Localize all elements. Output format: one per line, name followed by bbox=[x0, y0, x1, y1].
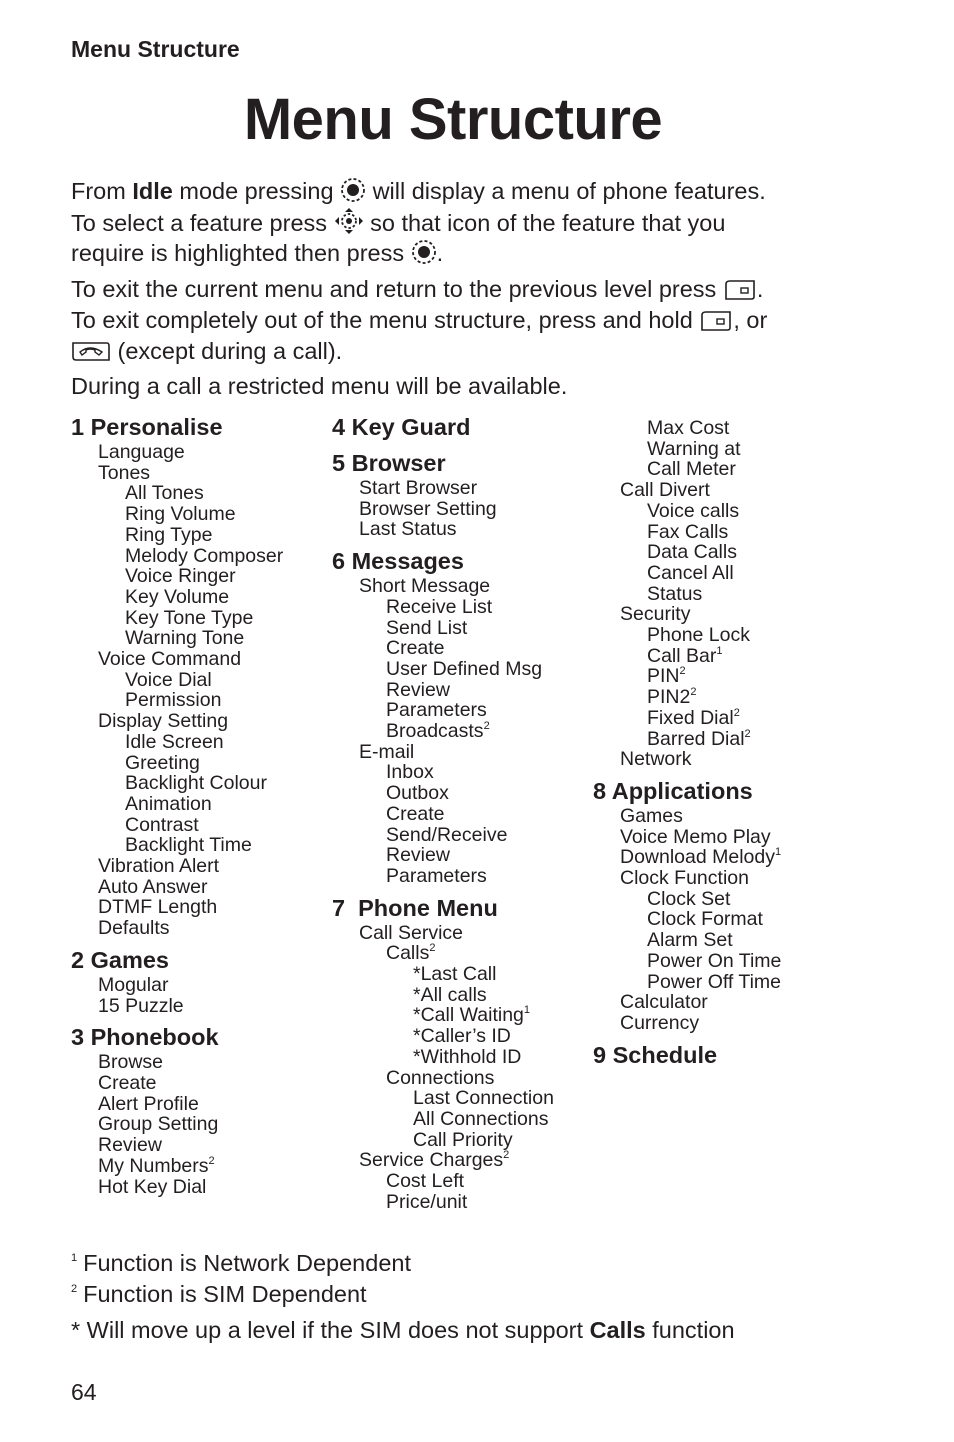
menu-item: Vibration Alert bbox=[98, 855, 220, 878]
menu-item: Defaults bbox=[98, 917, 170, 940]
menu-item: Voice Dial bbox=[125, 668, 212, 691]
intro-line-7: During a call a restricted menu will be available. bbox=[71, 373, 568, 399]
section-title-key-guard: 4 Key Guard bbox=[332, 414, 471, 440]
footnote-text: * Will move up a level if the SIM does not support bbox=[71, 1317, 590, 1343]
back-soft-key-icon bbox=[699, 309, 733, 340]
menu-item bbox=[593, 729, 781, 750]
section-title-games: 2 Games bbox=[71, 946, 169, 973]
menu-item: 15 Puzzle bbox=[98, 994, 184, 1017]
menu-item: Greeting bbox=[125, 751, 200, 774]
calls-keyword: Calls bbox=[589, 1317, 646, 1343]
menu-item: Review bbox=[98, 1134, 162, 1157]
intro-text: (except during a call). bbox=[111, 338, 343, 364]
footnote-ref: 2 bbox=[503, 1149, 510, 1162]
menu-item-label: PIN2 bbox=[647, 686, 691, 709]
menu-item: Outbox bbox=[386, 782, 449, 805]
menu-item: Animation bbox=[125, 792, 212, 815]
menu-item-label: Call Bar bbox=[647, 644, 717, 667]
page-number: 64 bbox=[71, 1379, 97, 1405]
menu-column-1 bbox=[71, 412, 283, 1197]
menu-item: Voice Ringer bbox=[125, 565, 236, 588]
menu-item-label: Service Charges bbox=[359, 1149, 504, 1172]
intro-line-3 bbox=[71, 238, 443, 273]
intro-text: require is highlighted then press bbox=[71, 240, 411, 266]
menu-item: Create bbox=[98, 1071, 157, 1094]
intro-text: will display a menu of phone features. bbox=[366, 178, 766, 204]
menu-item: Games bbox=[620, 804, 683, 827]
footnote-ref: 1 bbox=[523, 1004, 531, 1017]
section-title-messages: 6 Messages bbox=[332, 548, 464, 575]
menu-item-label: Barred Dial bbox=[647, 727, 745, 750]
menu-item bbox=[593, 666, 781, 687]
menu-item-label: Download Melody bbox=[620, 846, 776, 869]
menu-item: Cost Left bbox=[386, 1170, 465, 1193]
intro-text: , or bbox=[733, 307, 768, 333]
menu-item: Auto Answer bbox=[98, 875, 208, 898]
menu-item: Review bbox=[386, 844, 450, 867]
footnote-asterisk bbox=[71, 1317, 735, 1344]
menu-item-label: *Call Waiting bbox=[413, 1004, 524, 1027]
intro-text: To select a feature press bbox=[71, 210, 334, 236]
menu-item: Connections bbox=[386, 1066, 495, 1089]
menu-item: Hot Key Dial bbox=[98, 1175, 207, 1198]
menu-item: Review bbox=[386, 678, 450, 701]
menu-item: Start Browser bbox=[359, 477, 478, 499]
menu-item: DTMF Length bbox=[98, 896, 218, 919]
menu-item: Permission bbox=[125, 689, 222, 712]
menu-item: Language bbox=[98, 441, 185, 463]
intro-text: To exit the current menu and return to the previous level press bbox=[71, 276, 723, 302]
footnote-ref: 2 bbox=[690, 686, 697, 699]
menu-item: Receive List bbox=[386, 595, 493, 618]
menu-item: Idle Screen bbox=[125, 730, 224, 753]
menu-item: Call Priority bbox=[413, 1128, 513, 1151]
menu-item bbox=[593, 646, 781, 667]
footnote-ref: 1 bbox=[775, 846, 782, 859]
footnote-mark: 1 bbox=[71, 1252, 78, 1264]
menu-item: Call Service bbox=[359, 921, 464, 944]
menu-item bbox=[332, 721, 554, 742]
intro-text: . bbox=[436, 240, 444, 266]
menu-item-label: Broadcasts bbox=[386, 720, 484, 743]
menu-item: Clock Set bbox=[647, 887, 731, 910]
select-key-icon bbox=[340, 177, 366, 211]
menu-item bbox=[332, 943, 554, 964]
menu-item bbox=[593, 847, 781, 868]
menu-item: Contrast bbox=[125, 813, 199, 836]
menu-item: Browser Setting bbox=[359, 497, 497, 520]
menu-item: Browse bbox=[98, 1051, 164, 1074]
menu-item: Warning at bbox=[647, 437, 741, 460]
menu-item: All Connections bbox=[413, 1107, 549, 1130]
footnote-ref: 2 bbox=[208, 1154, 215, 1167]
menu-item: All Tones bbox=[125, 482, 204, 505]
end-call-key-icon bbox=[71, 339, 111, 371]
footnote-ref: 2 bbox=[744, 727, 751, 740]
intro-line-4 bbox=[71, 274, 763, 309]
menu-item: Status bbox=[647, 582, 703, 605]
intro-text: so that icon of the feature that you bbox=[363, 210, 726, 236]
menu-item: Currency bbox=[620, 1011, 700, 1034]
menu-item: Group Setting bbox=[98, 1113, 219, 1136]
menu-item: Tones bbox=[98, 461, 151, 484]
footnote-ref: 1 bbox=[716, 644, 723, 657]
intro-line-6 bbox=[71, 336, 342, 371]
footnote-1 bbox=[71, 1250, 411, 1277]
menu-item: Alert Profile bbox=[98, 1092, 199, 1115]
menu-item: Create bbox=[386, 802, 445, 825]
section-title-schedule: 9 Schedule bbox=[593, 1041, 718, 1068]
intro-line-5 bbox=[71, 305, 767, 340]
menu-item: Calculator bbox=[620, 991, 708, 1014]
footnote-text: Function is Network Dependent bbox=[83, 1250, 411, 1276]
menu-item bbox=[71, 1156, 283, 1177]
menu-item: Display Setting bbox=[98, 710, 229, 733]
footnote-text: Function is SIM Dependent bbox=[83, 1281, 367, 1307]
menu-item: Last Connection bbox=[413, 1087, 554, 1110]
menu-item: Cancel All bbox=[647, 561, 734, 584]
menu-item: Clock Format bbox=[647, 908, 763, 931]
menu-item-label: Calls bbox=[386, 942, 430, 965]
menu-column-2 bbox=[332, 412, 554, 1213]
select-key-icon bbox=[411, 239, 437, 273]
menu-item: Warning Tone bbox=[125, 627, 245, 650]
section-title-applications: 8 Applications bbox=[593, 777, 753, 804]
menu-item: Ring Type bbox=[125, 523, 213, 546]
menu-item bbox=[332, 1150, 554, 1171]
menu-item: Phone Lock bbox=[647, 624, 750, 647]
menu-item: Clock Function bbox=[620, 867, 749, 890]
section-title-personalise: 1 Personalise bbox=[71, 414, 223, 440]
section-title-phonebook: 3 Phonebook bbox=[71, 1024, 219, 1051]
menu-item: Call Meter bbox=[647, 458, 736, 481]
section-title-phone-menu: 7 Phone Menu bbox=[332, 894, 498, 921]
menu-item: *All calls bbox=[413, 983, 487, 1006]
menu-item-label: My Numbers bbox=[98, 1154, 209, 1177]
menu-item bbox=[593, 708, 781, 729]
menu-item: Power Off Time bbox=[647, 970, 782, 993]
footnote-text: function bbox=[645, 1317, 735, 1343]
footnote-ref: 2 bbox=[733, 706, 740, 719]
menu-column-3 bbox=[593, 418, 781, 1070]
menu-item: Backlight Colour bbox=[125, 772, 267, 795]
menu-item: Short Message bbox=[359, 575, 491, 598]
menu-item-label: Fixed Dial bbox=[647, 706, 734, 729]
menu-item: Create bbox=[386, 637, 445, 660]
footnote-ref: 2 bbox=[483, 720, 490, 733]
menu-item: Security bbox=[620, 603, 691, 626]
footnote-ref: 2 bbox=[679, 665, 686, 678]
footnote-mark: 2 bbox=[71, 1283, 78, 1295]
menu-item: Alarm Set bbox=[647, 929, 733, 952]
menu-item: Data Calls bbox=[647, 541, 737, 564]
menu-item: Network bbox=[620, 748, 692, 771]
menu-item: Key Tone Type bbox=[125, 606, 254, 629]
footnote-2 bbox=[71, 1281, 367, 1308]
menu-item: *Withhold ID bbox=[413, 1045, 522, 1068]
menu-item: Inbox bbox=[386, 761, 434, 784]
menu-item: Fax Calls bbox=[647, 520, 729, 543]
menu-item: Last Status bbox=[359, 518, 457, 541]
intro-text: From bbox=[71, 178, 133, 204]
section-title-browser: 5 Browser bbox=[332, 450, 446, 476]
menu-item: Call Divert bbox=[620, 479, 710, 502]
menu-item: Voice calls bbox=[647, 499, 740, 522]
menu-item: Mogular bbox=[98, 973, 169, 996]
menu-item: Parameters bbox=[386, 699, 487, 722]
menu-item: Send List bbox=[386, 616, 468, 639]
menu-item: Voice Memo Play bbox=[620, 825, 771, 848]
menu-item: Voice Command bbox=[98, 648, 242, 671]
menu-item: Max Cost bbox=[647, 417, 730, 439]
menu-item: Parameters bbox=[386, 864, 487, 887]
intro-text: To exit completely out of the menu structure, press and hold bbox=[71, 307, 700, 333]
menu-item: Send/Receive bbox=[386, 823, 508, 846]
menu-item bbox=[593, 687, 781, 708]
footnote-ref: 2 bbox=[429, 942, 436, 955]
menu-item: Price/unit bbox=[386, 1190, 468, 1213]
menu-item: Key Volume bbox=[125, 585, 230, 608]
menu-item bbox=[332, 1005, 554, 1026]
menu-item: *Last Call bbox=[413, 963, 497, 986]
intro-line-1 bbox=[71, 176, 766, 211]
menu-item: Ring Volume bbox=[125, 503, 236, 526]
menu-item: Power On Time bbox=[647, 949, 782, 972]
page-title: Menu Structure bbox=[243, 87, 663, 152]
menu-item: User Defined Msg bbox=[386, 657, 543, 680]
menu-item: Backlight Time bbox=[125, 834, 252, 857]
intro-text: . bbox=[756, 276, 764, 302]
intro-text: mode pressing bbox=[172, 178, 341, 204]
menu-item: E-mail bbox=[359, 740, 415, 763]
menu-item: *Caller’s ID bbox=[413, 1025, 511, 1048]
idle-keyword: Idle bbox=[132, 178, 173, 204]
menu-item: Melody Composer bbox=[125, 544, 284, 567]
menu-item-label: PIN bbox=[647, 665, 680, 688]
running-header: Menu Structure bbox=[71, 36, 240, 62]
